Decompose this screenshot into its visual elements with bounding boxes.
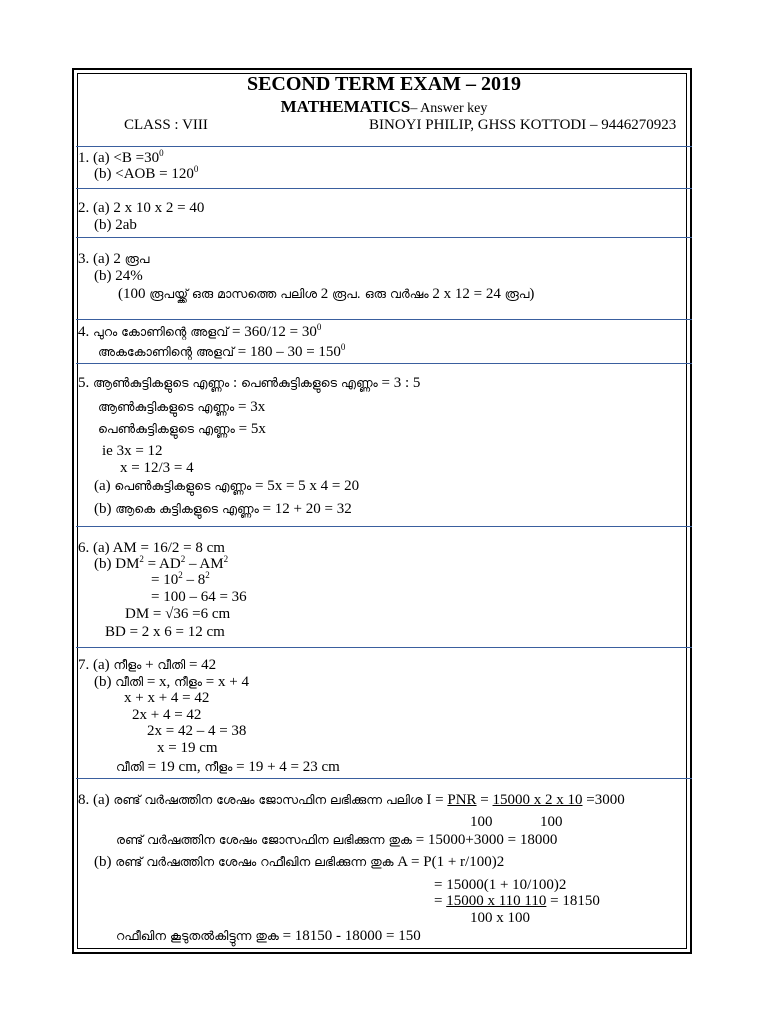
q5-a: (a) പെൺകുട്ടികളുടെ എണ്ണം = 5x = 5 x 4 = 20 bbox=[94, 478, 360, 494]
divider bbox=[76, 319, 692, 320]
q2-a: 2. (a) 2 x 10 x 2 = 40 bbox=[78, 200, 205, 216]
divider bbox=[76, 647, 692, 648]
divider bbox=[76, 526, 692, 527]
q5-girls: പെൺകുട്ടികളുടെ എണ്ണം = 5x bbox=[98, 421, 266, 437]
q6-b: (b) $DM^2 = AD^2 - AM^2$ bbox=[94, 554, 229, 572]
q3-note: (100 രൂപയ്ക്ക് ഒരു മാസത്തെ പലിശ 2 രൂപ. ഒരു വർഷം 2 x 12 = 24 രൂപ) bbox=[118, 286, 535, 302]
q5-ratio: 5. ആൺകുട്ടികളുടെ എണ്ണം : പെൺകുട്ടികളുടെ എണ്ണം = 3 : 5 bbox=[78, 375, 421, 391]
q8-difference: റഫീഖിന കൂടുതൽകിട്ടുന്ന തുക = 18150 - 18000 = 150 bbox=[116, 928, 421, 944]
divider bbox=[76, 778, 692, 779]
q7-step1: x + x + 4 = 42 bbox=[124, 690, 210, 706]
q5-b: (b) ആകെ കുട്ടികളുടെ എണ്ണം = 12 + 20 = 32 bbox=[94, 501, 352, 517]
q8-step2: = 15000 x 110 110 = 18150 bbox=[434, 893, 600, 909]
divider bbox=[76, 237, 692, 238]
subject-line bbox=[0, 98, 768, 117]
q8-amount-a: രണ്ട് വർഷത്തിന ശേഷം ജോസഫിന ലഭിക്കുന്ന തുക = 15000+3000 = 18000 bbox=[116, 832, 558, 848]
q7-a: 7. (a) നീളം + വീതി = 42 bbox=[78, 657, 217, 673]
answer-key-label: – Answer key bbox=[410, 101, 488, 116]
q8-step3: 100 x 100 bbox=[470, 910, 530, 926]
divider bbox=[76, 363, 692, 364]
q6-step2: = 100 – 64 = 36 bbox=[151, 589, 247, 605]
q7-step2: 2x + 4 = 42 bbox=[132, 707, 202, 723]
subject-name: MATHEMATICS bbox=[280, 97, 411, 116]
q6-step1: = $10^2 - 8^2$ bbox=[151, 570, 210, 588]
q8-a: 8. (a) രണ്ട് വർഷത്തിന ശേഷം ജോസഫിന ലഭിക്കുന്ന പലിശ I = PNR = 15000 x 2 x 10 =3000 bbox=[78, 792, 625, 808]
q3-a: 3. (a) 2 രൂപ bbox=[78, 251, 150, 267]
q4-a: 4. പുറം കോണിന്റെ അളവ് = $360/12 = 30^0$ bbox=[78, 322, 322, 340]
q7-b: (b) വീതി = x, നീളം = x + 4 bbox=[94, 674, 249, 690]
q5-eq: ie 3x = 12 bbox=[102, 443, 163, 459]
q7-result: വീതി = 19 cm, നീളം = 19 + 4 = 23 cm bbox=[116, 759, 340, 775]
q8-denom-1: 100 bbox=[470, 814, 493, 830]
q6-dm: DM = √36 =6 cm bbox=[125, 606, 231, 622]
q1-a: 1. $(a) <B =30^0$ bbox=[78, 148, 164, 166]
q8-denom-2: 100 bbox=[540, 814, 563, 830]
q5-x: x = 12/3 = 4 bbox=[120, 460, 194, 476]
q5-boys: ആൺകുട്ടികളുടെ എണ്ണം = 3x bbox=[98, 399, 266, 415]
q3-b: (b) 24% bbox=[94, 268, 143, 284]
author-line: BINOYI PHILIP, GHSS KOTTODI – 9446270923 bbox=[369, 117, 677, 133]
divider bbox=[76, 146, 692, 147]
q2-b: (b) 2ab bbox=[94, 217, 137, 233]
class-label: CLASS : VIII bbox=[124, 117, 208, 133]
q8-step1: = 15000(1 + 10/100)2 bbox=[434, 877, 567, 893]
q1-b: $(b) <AOB = 120^0$ bbox=[94, 164, 199, 182]
divider bbox=[76, 188, 692, 189]
exam-title: SECOND TERM EXAM – 2019 bbox=[246, 73, 522, 95]
q6-bd: BD = 2 x 6 = 12 cm bbox=[105, 624, 225, 640]
q6-a: 6. (a) AM = 16/2 = 8 cm bbox=[78, 540, 225, 556]
q8-b: (b) രണ്ട് വർഷത്തിന ശേഷം റഫീഖിന ലഭിക്കുന്ന തുക A = P(1 + r/100)2 bbox=[94, 854, 505, 870]
q7-step3: 2x = 42 – 4 = 38 bbox=[147, 723, 247, 739]
q7-step4: x = 19 cm bbox=[157, 740, 218, 756]
q4-b: അകകോണിന്റെ അളവ് = $180 - 30 = 150^0$ bbox=[98, 342, 346, 360]
